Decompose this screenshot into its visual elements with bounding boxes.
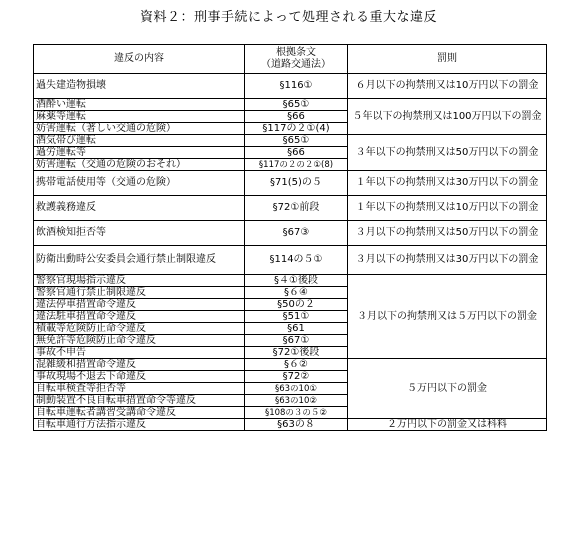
law-cell: §66 xyxy=(245,147,348,159)
penalty-cell: ５万円以下の罰金 xyxy=(348,359,547,419)
violation-cell: 麻薬等運転 xyxy=(34,111,245,123)
violation-cell: 違法停車措置命令違反 xyxy=(34,299,245,311)
law-cell: §66 xyxy=(245,111,348,123)
law-cell: §108の３の５② xyxy=(245,407,348,419)
table-row xyxy=(34,246,547,275)
violation-cell: 妨害運転（著しい交通の危険） xyxy=(34,123,245,135)
law-cell: §63の10① xyxy=(245,383,348,395)
violation-cell: 無免許等危険防止命令違反 xyxy=(34,335,245,347)
violation-cell: 防衛出動時公安委員会通行禁止制限違反 xyxy=(34,246,245,275)
law-cell: §61 xyxy=(245,323,348,335)
header-penalty: 罰則 xyxy=(348,45,547,74)
violation-cell: 自転車運転者講習受講命令違反 xyxy=(34,407,245,419)
violation-cell: 積載等危険防止命令違反 xyxy=(34,323,245,335)
header-law-line2: （道路交通法） xyxy=(261,59,331,70)
law-cell: §72② xyxy=(245,371,348,383)
table-row xyxy=(34,359,547,371)
table-row xyxy=(34,221,547,246)
law-cell: §６④ xyxy=(245,287,348,299)
law-cell: §67① xyxy=(245,335,348,347)
law-cell: §63の８ xyxy=(245,419,348,431)
law-cell: §116① xyxy=(245,74,348,99)
violation-cell: 事故不申告 xyxy=(34,347,245,359)
violation-cell: 酒気帯び運転 xyxy=(34,135,245,147)
penalty-cell: ５年以下の拘禁刑又は100万円以下の罰金 xyxy=(348,99,547,135)
law-cell: §72①前段 xyxy=(245,196,348,221)
table-row xyxy=(34,196,547,221)
violation-cell: 混雑緩和措置命令違反 xyxy=(34,359,245,371)
penalty-cell: ２万円以下の罰金又は科料 xyxy=(348,419,547,431)
table-header-row xyxy=(34,45,547,74)
table-row xyxy=(34,74,547,99)
violation-cell: 過労運転等 xyxy=(34,147,245,159)
violation-cell: 違法駐車措置命令違反 xyxy=(34,311,245,323)
header-violation: 違反の内容 xyxy=(34,45,245,74)
violation-cell: 妨害運転（交通の危険のおそれ） xyxy=(34,159,245,171)
law-cell: §67③ xyxy=(245,221,348,246)
header-law xyxy=(245,45,348,74)
law-cell: §６② xyxy=(245,359,348,371)
law-cell: §４①後段 xyxy=(245,275,348,287)
penalty-cell: ３月以下の拘禁刑又は30万円以下の罰金 xyxy=(348,246,547,275)
violations-table xyxy=(33,44,547,431)
violation-cell: 制動装置不良自転車措置命令等違反 xyxy=(34,395,245,407)
violation-cell: 警察官現場指示違反 xyxy=(34,275,245,287)
law-cell: §72①後段 xyxy=(245,347,348,359)
table-row xyxy=(34,135,547,147)
table-row xyxy=(34,171,547,196)
table-row xyxy=(34,275,547,287)
law-cell: §63の10② xyxy=(245,395,348,407)
law-cell: §65① xyxy=(245,99,348,111)
law-cell: §114の５① xyxy=(245,246,348,275)
penalty-cell: ３年以下の拘禁刑又は50万円以下の罰金 xyxy=(348,135,547,171)
violation-cell: 飲酒検知拒否等 xyxy=(34,221,245,246)
violation-cell: 自転車通行方法指示違反 xyxy=(34,419,245,431)
violation-cell: 警察官通行禁止制限違反 xyxy=(34,287,245,299)
penalty-cell: ６月以下の拘禁刑又は10万円以下の罰金 xyxy=(348,74,547,99)
penalty-cell: ３月以下の拘禁刑又は50万円以下の罰金 xyxy=(348,221,547,246)
law-cell: §71(5)の５ xyxy=(245,171,348,196)
law-cell: §65① xyxy=(245,135,348,147)
violation-cell: 携帯電話使用等（交通の危険） xyxy=(34,171,245,196)
header-law-line1: 根拠条文 xyxy=(276,47,316,58)
violation-cell: 過失建造物損壊 xyxy=(34,74,245,99)
page-title: 資料２：刑事手続によって処理される重大な違反 xyxy=(139,10,437,25)
violation-cell: 酒酔い運転 xyxy=(34,99,245,111)
law-cell: §117の２①(4) xyxy=(245,123,348,135)
law-cell: §50の２ xyxy=(245,299,348,311)
penalty-cell: １年以下の拘禁刑又は30万円以下の罰金 xyxy=(348,171,547,196)
law-cell: §117の２の２①(8) xyxy=(245,159,348,171)
table-row xyxy=(34,419,547,431)
law-cell: §51① xyxy=(245,311,348,323)
penalty-cell: １年以下の拘禁刑又は10万円以下の罰金 xyxy=(348,196,547,221)
violation-cell: 自転車検査等拒否等 xyxy=(34,383,245,395)
violation-cell: 救護義務違反 xyxy=(34,196,245,221)
violation-cell: 事故現場不退去下命違反 xyxy=(34,371,245,383)
penalty-cell: ３月以下の拘禁刑又は５万円以下の罰金 xyxy=(348,275,547,359)
table-row xyxy=(34,99,547,111)
